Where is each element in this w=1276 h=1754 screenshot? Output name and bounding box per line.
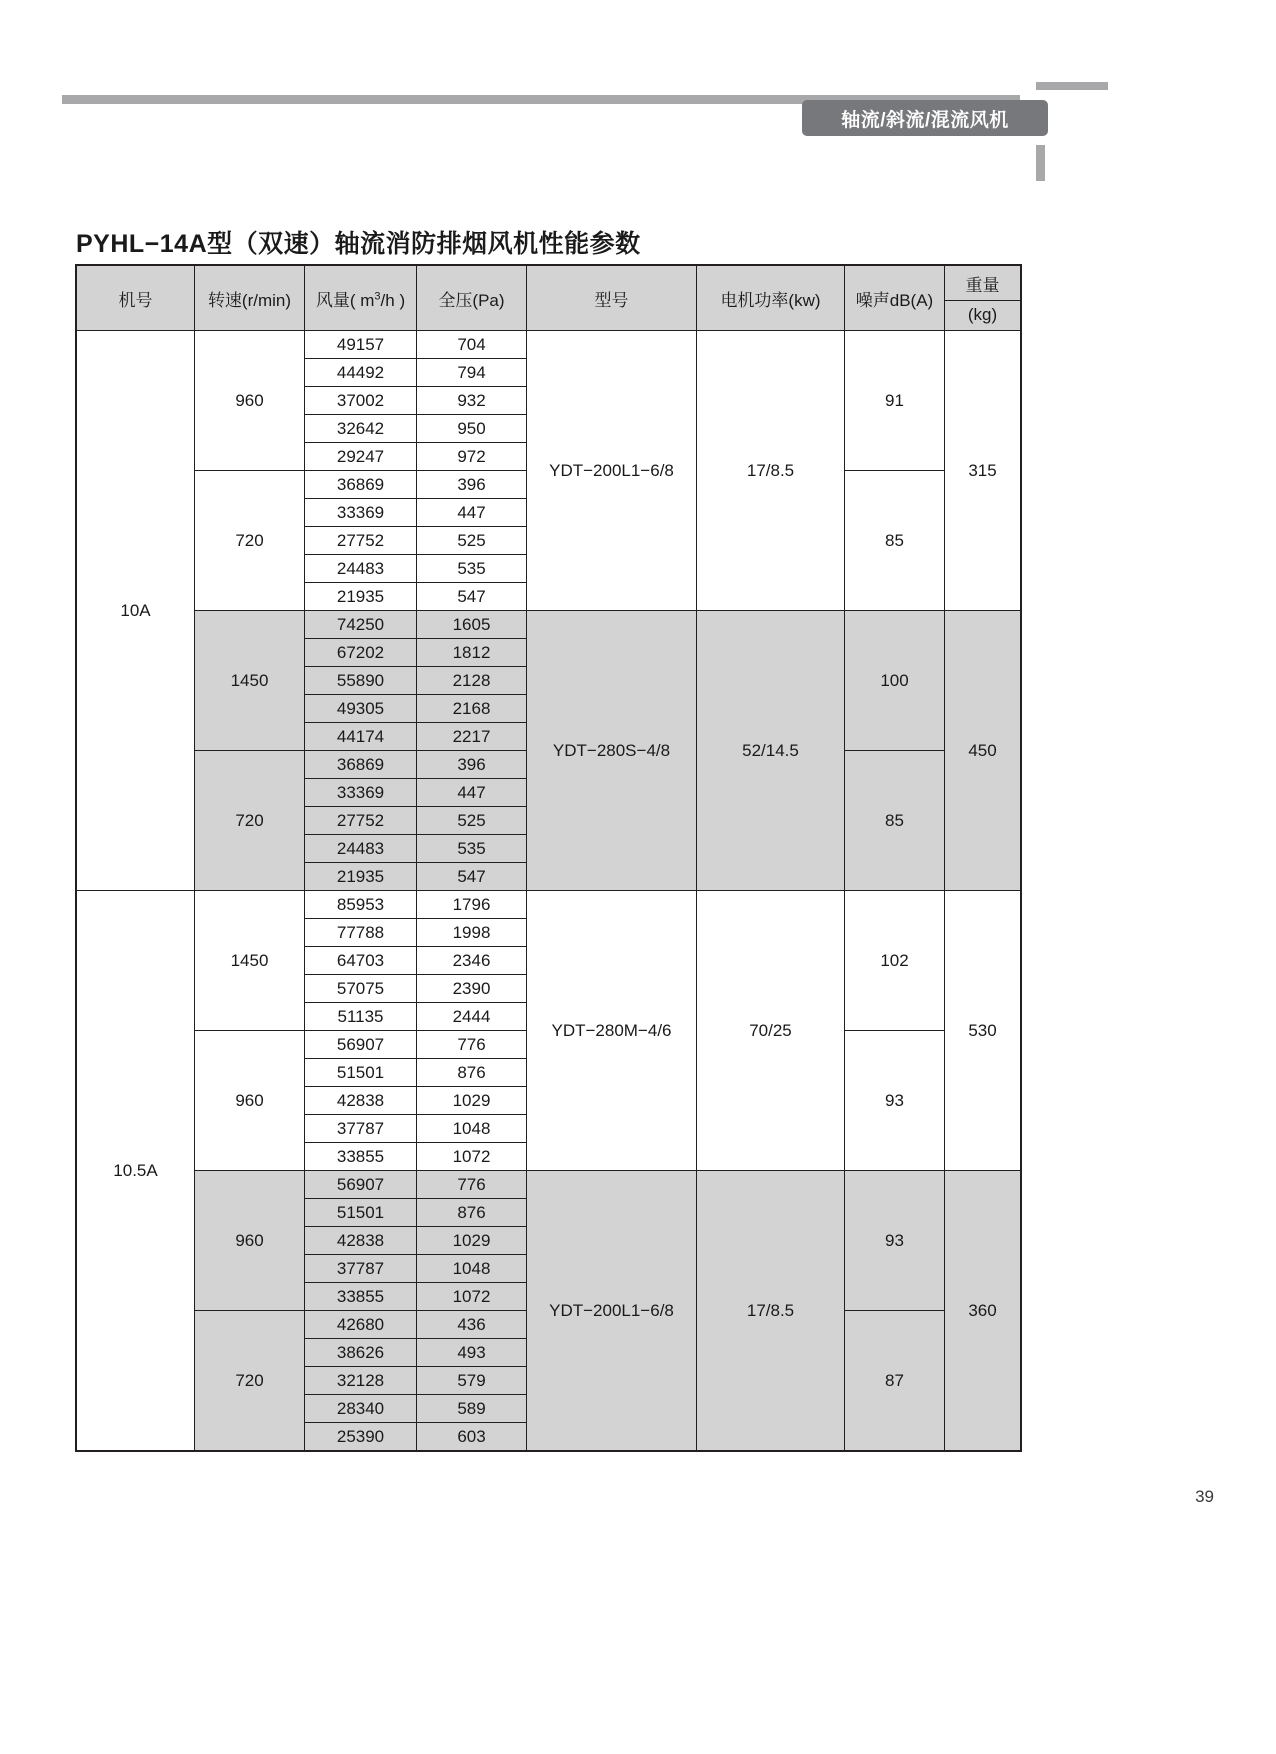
- cell-noise: 93: [845, 1031, 945, 1171]
- performance-table-wrapper: [76, 265, 1020, 1451]
- cell-power: 70/25: [697, 891, 845, 1171]
- cell-model: YDT−280S−4/8: [527, 611, 697, 891]
- cell-flow: 32128: [305, 1367, 417, 1395]
- cell-pressure: 1072: [417, 1283, 527, 1311]
- cell-flow: 37787: [305, 1255, 417, 1283]
- cell-flow: 74250: [305, 611, 417, 639]
- cell-noise: 93: [845, 1171, 945, 1311]
- col-header-pressure: 全压(Pa): [417, 266, 527, 331]
- cell-speed: 1450: [195, 611, 305, 751]
- cell-pressure: 535: [417, 555, 527, 583]
- cell-noise: 87: [845, 1311, 945, 1451]
- cell-pressure: 776: [417, 1171, 527, 1199]
- cell-flow: 85953: [305, 891, 417, 919]
- cell-flow: 24483: [305, 555, 417, 583]
- table-header: [77, 266, 1021, 331]
- col-header-power: 电机功率(kw): [697, 266, 845, 331]
- cell-flow: 51135: [305, 1003, 417, 1031]
- cell-pressure: 1796: [417, 891, 527, 919]
- cell-pressure: 579: [417, 1367, 527, 1395]
- cell-pressure: 950: [417, 415, 527, 443]
- cell-pressure: 589: [417, 1395, 527, 1423]
- cell-pressure: 396: [417, 471, 527, 499]
- cell-power: 17/8.5: [697, 1171, 845, 1451]
- cell-pressure: 535: [417, 835, 527, 863]
- cell-speed: 960: [195, 1031, 305, 1171]
- cell-flow: 32642: [305, 415, 417, 443]
- cell-flow: 27752: [305, 527, 417, 555]
- cell-weight: 315: [945, 331, 1021, 611]
- col-header-flow: [305, 266, 417, 331]
- header-tick-top: [1036, 82, 1108, 90]
- cell-pressure: 1072: [417, 1143, 527, 1171]
- cell-flow: 77788: [305, 919, 417, 947]
- cell-flow: 37002: [305, 387, 417, 415]
- cell-flow: 56907: [305, 1171, 417, 1199]
- cell-flow: 36869: [305, 751, 417, 779]
- cell-speed: 1450: [195, 891, 305, 1031]
- cell-flow: 51501: [305, 1199, 417, 1227]
- header-tick-side: [1036, 145, 1045, 181]
- cell-pressure: 794: [417, 359, 527, 387]
- cell-machine: 10.5A: [77, 891, 195, 1451]
- cell-flow: 44492: [305, 359, 417, 387]
- cell-flow: 21935: [305, 583, 417, 611]
- cell-flow: 42680: [305, 1311, 417, 1339]
- cell-flow: 51501: [305, 1059, 417, 1087]
- cell-pressure: 704: [417, 331, 527, 359]
- cell-flow: 49305: [305, 695, 417, 723]
- section-badge: [802, 100, 1048, 136]
- cell-model: YDT−200L1−6/8: [527, 331, 697, 611]
- col-header-flow-post: /h ): [380, 290, 406, 310]
- cell-flow: 24483: [305, 835, 417, 863]
- cell-machine: 10A: [77, 331, 195, 891]
- cell-pressure: 436: [417, 1311, 527, 1339]
- col-header-weight-unit: (kg): [967, 305, 998, 324]
- cell-noise: 91: [845, 331, 945, 471]
- page-number: 39: [1195, 1487, 1214, 1506]
- cell-flow: 36869: [305, 471, 417, 499]
- table-row: [77, 331, 1021, 359]
- cell-noise: 102: [845, 891, 945, 1031]
- cell-flow: 33369: [305, 499, 417, 527]
- cell-flow: 29247: [305, 443, 417, 471]
- cell-pressure: 1998: [417, 919, 527, 947]
- cell-pressure: 547: [417, 863, 527, 891]
- cell-power: 52/14.5: [697, 611, 845, 891]
- cell-pressure: 2128: [417, 667, 527, 695]
- cell-flow: 37787: [305, 1115, 417, 1143]
- page-title: PYHL−14A型（双速）轴流消防排烟风机性能参数: [76, 230, 641, 258]
- section-badge-label: 轴流/斜流/混流风机: [841, 109, 1009, 131]
- cell-pressure: 2444: [417, 1003, 527, 1031]
- cell-flow: 28340: [305, 1395, 417, 1423]
- cell-weight: 530: [945, 891, 1021, 1171]
- cell-flow: 33855: [305, 1143, 417, 1171]
- cell-flow: 21935: [305, 863, 417, 891]
- cell-flow: 42838: [305, 1227, 417, 1255]
- table-body: [77, 331, 1021, 1451]
- cell-pressure: 1029: [417, 1227, 527, 1255]
- cell-pressure: 932: [417, 387, 527, 415]
- cell-flow: 27752: [305, 807, 417, 835]
- cell-flow: 25390: [305, 1423, 417, 1451]
- cell-speed: 720: [195, 471, 305, 611]
- cell-speed: 720: [195, 1311, 305, 1451]
- cell-flow: 33855: [305, 1283, 417, 1311]
- cell-pressure: 876: [417, 1059, 527, 1087]
- cell-pressure: 493: [417, 1339, 527, 1367]
- cell-pressure: 603: [417, 1423, 527, 1451]
- cell-pressure: 776: [417, 1031, 527, 1059]
- cell-speed: 720: [195, 751, 305, 891]
- cell-flow: 56907: [305, 1031, 417, 1059]
- table-header-row: [77, 266, 1021, 331]
- col-header-flow-pre: 风量( m: [315, 290, 375, 310]
- cell-model: YDT−280M−4/6: [527, 891, 697, 1171]
- cell-pressure: 1029: [417, 1087, 527, 1115]
- cell-pressure: 2217: [417, 723, 527, 751]
- cell-pressure: 2168: [417, 695, 527, 723]
- cell-pressure: 547: [417, 583, 527, 611]
- cell-pressure: 972: [417, 443, 527, 471]
- table-row: [77, 611, 1021, 639]
- table-row: [77, 1171, 1021, 1199]
- cell-noise: 100: [845, 611, 945, 751]
- cell-pressure: 1048: [417, 1255, 527, 1283]
- col-header-machine: 机号: [77, 266, 195, 331]
- cell-pressure: 2346: [417, 947, 527, 975]
- cell-pressure: 396: [417, 751, 527, 779]
- cell-flow: 57075: [305, 975, 417, 1003]
- cell-noise: 85: [845, 751, 945, 891]
- cell-weight: 450: [945, 611, 1021, 891]
- cell-power: 17/8.5: [697, 331, 845, 611]
- col-header-weight-title: 重量: [945, 266, 1020, 301]
- col-header-speed: 转速(r/min): [195, 266, 305, 331]
- cell-flow: 67202: [305, 639, 417, 667]
- cell-pressure: 447: [417, 499, 527, 527]
- cell-flow: 64703: [305, 947, 417, 975]
- cell-flow: 44174: [305, 723, 417, 751]
- cell-model: YDT−200L1−6/8: [527, 1171, 697, 1451]
- cell-pressure: 525: [417, 527, 527, 555]
- cell-weight: 360: [945, 1171, 1021, 1451]
- col-header-model: 型号: [527, 266, 697, 331]
- cell-flow: 33369: [305, 779, 417, 807]
- cell-flow: 55890: [305, 667, 417, 695]
- table-row: [77, 891, 1021, 919]
- performance-table: [76, 265, 1021, 1451]
- cell-flow: 38626: [305, 1339, 417, 1367]
- cell-pressure: 1048: [417, 1115, 527, 1143]
- cell-pressure: 1605: [417, 611, 527, 639]
- cell-pressure: 876: [417, 1199, 527, 1227]
- col-header-noise: 噪声dB(A): [845, 266, 945, 331]
- cell-pressure: 2390: [417, 975, 527, 1003]
- cell-speed: 960: [195, 1171, 305, 1311]
- cell-flow: 49157: [305, 331, 417, 359]
- cell-flow: 42838: [305, 1087, 417, 1115]
- cell-pressure: 525: [417, 807, 527, 835]
- col-header-weight: [945, 266, 1021, 331]
- col-header-flow-sup: 3: [374, 289, 381, 302]
- cell-pressure: 447: [417, 779, 527, 807]
- cell-pressure: 1812: [417, 639, 527, 667]
- cell-noise: 85: [845, 471, 945, 611]
- cell-speed: 960: [195, 331, 305, 471]
